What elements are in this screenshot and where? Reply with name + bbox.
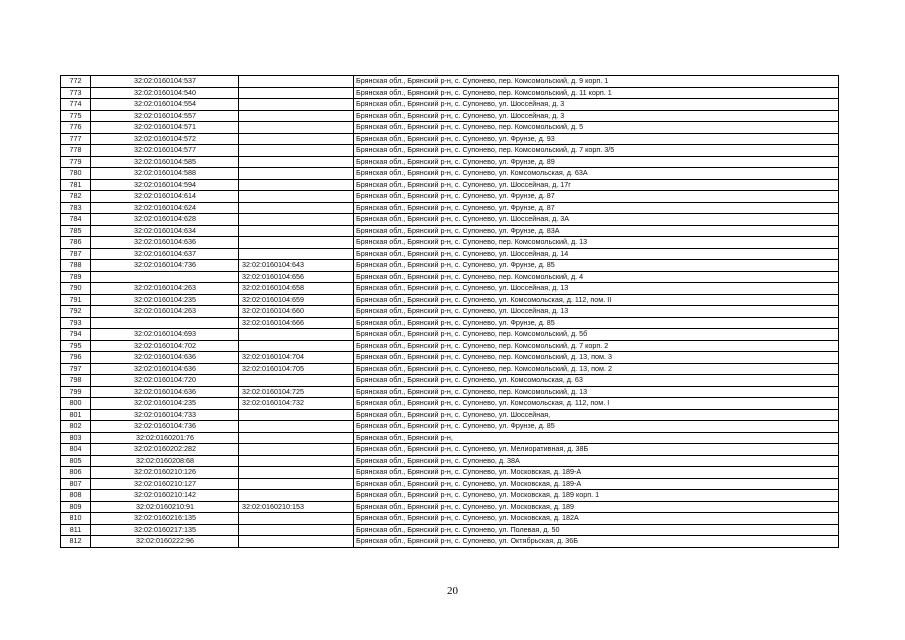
cadastral-number-cell: 32:02:0160104:736 — [91, 260, 239, 272]
related-cadastral-number-cell — [239, 168, 354, 180]
address-cell: Брянская обл., Брянский р-н, с. Супонево, ул. Полевая, д. 50 — [354, 524, 839, 536]
address-cell: Брянская обл., Брянский р-н, с. Супонево, ул. Шоссейная, д. 3 — [354, 110, 839, 122]
address-cell: Брянская обл., Брянский р-н, с. Супонево, ул. Фрунзе, д. 85 — [354, 317, 839, 329]
table-row — [61, 501, 839, 513]
cadastral-number-cell: 32:02:0160104:540 — [91, 87, 239, 99]
cadastral-number-cell: 32:02:0160104:577 — [91, 145, 239, 157]
row-number-cell: 808 — [61, 490, 91, 502]
cadastral-number-cell: 32:02:0160210:91 — [91, 501, 239, 513]
row-number-cell: 781 — [61, 179, 91, 191]
row-number-cell: 791 — [61, 294, 91, 306]
related-cadastral-number-cell: 32:02:0160104:660 — [239, 306, 354, 318]
address-cell: Брянская обл., Брянский р-н, с. Супонево, ул. Фрунзе, д. 85 — [354, 421, 839, 433]
table-row — [61, 202, 839, 214]
address-cell: Брянская обл., Брянский р-н, с. Супонево, ул. Фрунзе, д. 93 — [354, 133, 839, 145]
cadastral-number-cell — [91, 317, 239, 329]
address-cell: Брянская обл., Брянский р-н, с. Супонево, пер. Комсомольский, д. 13, пом. 2 — [354, 363, 839, 375]
cadastral-number-cell: 32:02:0160104:693 — [91, 329, 239, 341]
cadastral-number-cell: 32:02:0160210:142 — [91, 490, 239, 502]
address-cell: Брянская обл., Брянский р-н, с. Супонево, ул. Московская, д. 182А — [354, 513, 839, 525]
cadastral-number-cell: 32:02:0160104:614 — [91, 191, 239, 203]
address-cell: Брянская обл., Брянский р-н, с. Супонево, ул. Шоссейная, — [354, 409, 839, 421]
cadastral-number-cell: 32:02:0160104:637 — [91, 248, 239, 260]
table-row — [61, 455, 839, 467]
cadastral-number-cell: 32:02:0160104:235 — [91, 294, 239, 306]
table-row — [61, 260, 839, 272]
cadastral-number-cell: 32:02:0160104:557 — [91, 110, 239, 122]
cadastral-number-cell: 32:02:0160104:636 — [91, 352, 239, 364]
table-row — [61, 409, 839, 421]
table-row — [61, 432, 839, 444]
row-number-cell: 784 — [61, 214, 91, 226]
row-number-cell: 786 — [61, 237, 91, 249]
address-cell: Брянская обл., Брянский р-н, с. Супонево, ул. Комсомольская, д. 63 — [354, 375, 839, 387]
cadastral-number-cell: 32:02:0160104:720 — [91, 375, 239, 387]
related-cadastral-number-cell: 32:02:0160104:705 — [239, 363, 354, 375]
cadastral-number-cell: 32:02:0160104:636 — [91, 237, 239, 249]
address-cell: Брянская обл., Брянский р-н, с. Супонево, пер. Комсомольский, д. 5б — [354, 329, 839, 341]
cadastral-number-cell: 32:02:0160208:68 — [91, 455, 239, 467]
page-number: 20 — [447, 585, 458, 597]
table-row — [61, 248, 839, 260]
row-number-cell: 801 — [61, 409, 91, 421]
row-number-cell: 772 — [61, 76, 91, 88]
row-number-cell: 782 — [61, 191, 91, 203]
row-number-cell: 807 — [61, 478, 91, 490]
row-number-cell: 794 — [61, 329, 91, 341]
cadastral-number-cell: 32:02:0160104:628 — [91, 214, 239, 226]
address-cell: Брянская обл., Брянский р-н, с. Супонево, ул. Московская, д. 189 — [354, 501, 839, 513]
table-row — [61, 386, 839, 398]
row-number-cell: 798 — [61, 375, 91, 387]
cadastral-number-cell: 32:02:0160202:282 — [91, 444, 239, 456]
table-row — [61, 317, 839, 329]
related-cadastral-number-cell — [239, 110, 354, 122]
table-row — [61, 110, 839, 122]
related-cadastral-number-cell: 32:02:0160104:658 — [239, 283, 354, 295]
table-row — [61, 283, 839, 295]
address-cell: Брянская обл., Брянский р-н, с. Супонево, ул. Фрунзе, д. 85 — [354, 260, 839, 272]
related-cadastral-number-cell — [239, 513, 354, 525]
row-number-cell: 787 — [61, 248, 91, 260]
related-cadastral-number-cell — [239, 524, 354, 536]
address-cell: Брянская обл., Брянский р-н, с. Супонево, ул. Шоссейная, д. 13 — [354, 306, 839, 318]
address-cell: Брянская обл., Брянский р-н, — [354, 432, 839, 444]
address-cell: Брянская обл., Брянский р-н, с. Супонево, пер. Комсомольский, д. 5 — [354, 122, 839, 134]
row-number-cell: 809 — [61, 501, 91, 513]
address-cell: Брянская обл., Брянский р-н, с. Супонево, пер. Комсомольский, д. 13, пом. 3 — [354, 352, 839, 364]
related-cadastral-number-cell: 32:02:0160104:732 — [239, 398, 354, 410]
address-cell: Брянская обл., Брянский р-н, с. Супонево, пер. Комсомольский, д. 13 — [354, 386, 839, 398]
cadastral-number-cell: 32:02:0160222:96 — [91, 536, 239, 548]
row-number-cell: 804 — [61, 444, 91, 456]
table-row — [61, 421, 839, 433]
row-number-cell: 795 — [61, 340, 91, 352]
table-row — [61, 524, 839, 536]
table-row — [61, 99, 839, 111]
row-number-cell: 796 — [61, 352, 91, 364]
row-number-cell: 799 — [61, 386, 91, 398]
related-cadastral-number-cell — [239, 156, 354, 168]
related-cadastral-number-cell — [239, 340, 354, 352]
table-row — [61, 478, 839, 490]
table-row — [61, 225, 839, 237]
address-cell: Брянская обл., Брянский р-н, с. Супонево, ул. Комсомольская, д. 112, пом. I — [354, 398, 839, 410]
row-number-cell: 783 — [61, 202, 91, 214]
related-cadastral-number-cell — [239, 455, 354, 467]
address-cell: Брянская обл., Брянский р-н, с. Супонево, ул. Шоссейная, д. 17г — [354, 179, 839, 191]
related-cadastral-number-cell: 32:02:0160104:704 — [239, 352, 354, 364]
related-cadastral-number-cell — [239, 76, 354, 88]
address-cell: Брянская обл., Брянский р-н, с. Супонево, пер. Комсомольский, д. 4 — [354, 271, 839, 283]
table-row — [61, 375, 839, 387]
address-cell: Брянская обл., Брянский р-н, с. Супонево, ул. Шоссейная, д. 3А — [354, 214, 839, 226]
related-cadastral-number-cell: 32:02:0160104:666 — [239, 317, 354, 329]
related-cadastral-number-cell — [239, 536, 354, 548]
related-cadastral-number-cell — [239, 214, 354, 226]
table-row — [61, 352, 839, 364]
row-number-cell: 811 — [61, 524, 91, 536]
table-row — [61, 237, 839, 249]
row-number-cell: 789 — [61, 271, 91, 283]
address-cell: Брянская обл., Брянский р-н, с. Супонево, пер. Комсомольский, д. 9 корп. 1 — [354, 76, 839, 88]
related-cadastral-number-cell — [239, 432, 354, 444]
table-row — [61, 329, 839, 341]
address-cell: Брянская обл., Брянский р-н, с. Супонево, ул. Мелиоративная, д. 38Б — [354, 444, 839, 456]
related-cadastral-number-cell — [239, 179, 354, 191]
table-row — [61, 271, 839, 283]
cadastral-number-cell: 32:02:0160104:588 — [91, 168, 239, 180]
cadastral-number-cell: 32:02:0160104:572 — [91, 133, 239, 145]
related-cadastral-number-cell: 32:02:0160210:153 — [239, 501, 354, 513]
address-cell: Брянская обл., Брянский р-н, с. Супонево, ул. Комсомольская, д. 112, пом. II — [354, 294, 839, 306]
address-cell: Брянская обл., Брянский р-н, с. Супонево, ул. Московская, д. 189-А — [354, 467, 839, 479]
cadastral-number-cell: 32:02:0160104:702 — [91, 340, 239, 352]
table-row — [61, 467, 839, 479]
row-number-cell: 810 — [61, 513, 91, 525]
cadastral-number-cell: 32:02:0160104:263 — [91, 283, 239, 295]
row-number-cell: 800 — [61, 398, 91, 410]
cadastral-number-cell: 32:02:0160104:624 — [91, 202, 239, 214]
table-body — [61, 76, 839, 548]
row-number-cell: 778 — [61, 145, 91, 157]
row-number-cell: 812 — [61, 536, 91, 548]
cadastral-number-cell: 32:02:0160104:235 — [91, 398, 239, 410]
table-row — [61, 444, 839, 456]
table-row — [61, 191, 839, 203]
row-number-cell: 806 — [61, 467, 91, 479]
row-number-cell: 793 — [61, 317, 91, 329]
table-row — [61, 536, 839, 548]
related-cadastral-number-cell — [239, 467, 354, 479]
related-cadastral-number-cell: 32:02:0160104:725 — [239, 386, 354, 398]
table-row — [61, 87, 839, 99]
table-row — [61, 294, 839, 306]
cadastral-number-cell: 32:02:0160104:733 — [91, 409, 239, 421]
related-cadastral-number-cell — [239, 122, 354, 134]
address-cell: Брянская обл., Брянский р-н, с. Супонево, ул. Московская, д. 189-А — [354, 478, 839, 490]
table-row — [61, 168, 839, 180]
address-cell: Брянская обл., Брянский р-н, с. Супонево, ул. Октябрьская, д. 36Б — [354, 536, 839, 548]
table-row — [61, 76, 839, 88]
table-row — [61, 156, 839, 168]
related-cadastral-number-cell — [239, 490, 354, 502]
related-cadastral-number-cell — [239, 225, 354, 237]
row-number-cell: 785 — [61, 225, 91, 237]
row-number-cell: 775 — [61, 110, 91, 122]
address-cell: Брянская обл., Брянский р-н, с. Супонево, ул. Комсомольская, д. 63А — [354, 168, 839, 180]
cadastral-number-cell: 32:02:0160104:571 — [91, 122, 239, 134]
related-cadastral-number-cell: 32:02:0160104:643 — [239, 260, 354, 272]
row-number-cell: 779 — [61, 156, 91, 168]
cadastral-number-cell: 32:02:0160216:135 — [91, 513, 239, 525]
address-cell: Брянская обл., Брянский р-н, с. Супонево, ул. Шоссейная, д. 13 — [354, 283, 839, 295]
related-cadastral-number-cell: 32:02:0160104:656 — [239, 271, 354, 283]
address-cell: Брянская обл., Брянский р-н, с. Супонево, пер. Комсомольский, д. 13 — [354, 237, 839, 249]
address-cell: Брянская обл., Брянский р-н, с. Супонево, ул. Фрунзе, д. 87 — [354, 202, 839, 214]
related-cadastral-number-cell — [239, 444, 354, 456]
cadastral-number-cell: 32:02:0160104:636 — [91, 386, 239, 398]
cadastral-number-cell: 32:02:0160104:554 — [91, 99, 239, 111]
related-cadastral-number-cell — [239, 202, 354, 214]
related-cadastral-number-cell — [239, 248, 354, 260]
cadastral-number-cell — [91, 271, 239, 283]
related-cadastral-number-cell — [239, 329, 354, 341]
table-row — [61, 145, 839, 157]
row-number-cell: 797 — [61, 363, 91, 375]
table-row — [61, 179, 839, 191]
address-cell: Брянская обл., Брянский р-н, с. Супонево, пер. Комсомольский, д. 7 корп. 2 — [354, 340, 839, 352]
related-cadastral-number-cell — [239, 409, 354, 421]
related-cadastral-number-cell — [239, 237, 354, 249]
address-cell: Брянская обл., Брянский р-н, с. Супонево, ул. Фрунзе, д. 89 — [354, 156, 839, 168]
row-number-cell: 774 — [61, 99, 91, 111]
cadastral-number-cell: 32:02:0160104:634 — [91, 225, 239, 237]
row-number-cell: 780 — [61, 168, 91, 180]
row-number-cell: 805 — [61, 455, 91, 467]
table-row — [61, 340, 839, 352]
data-table — [60, 75, 839, 548]
address-cell: Брянская обл., Брянский р-н, с. Супонево, ул. Фрунзе, д. 87 — [354, 191, 839, 203]
row-number-cell: 790 — [61, 283, 91, 295]
table-row — [61, 133, 839, 145]
row-number-cell: 788 — [61, 260, 91, 272]
table-row — [61, 363, 839, 375]
table-row — [61, 214, 839, 226]
cadastral-number-cell: 32:02:0160104:736 — [91, 421, 239, 433]
cadastral-number-cell: 32:02:0160104:585 — [91, 156, 239, 168]
address-cell: Брянская обл., Брянский р-н, с. Супонево, пер. Комсомольский, д. 7 корп. 3/5 — [354, 145, 839, 157]
cadastral-number-cell: 32:02:0160210:127 — [91, 478, 239, 490]
row-number-cell: 802 — [61, 421, 91, 433]
table-row — [61, 490, 839, 502]
address-cell: Брянская обл., Брянский р-н, с. Супонево, ул. Шоссейная, д. 3 — [354, 99, 839, 111]
cadastral-number-cell: 32:02:0160104:263 — [91, 306, 239, 318]
address-cell: Брянская обл., Брянский р-н, с. Супонево, д. 38А — [354, 455, 839, 467]
table-row — [61, 513, 839, 525]
cadastral-number-cell: 32:02:0160104:594 — [91, 179, 239, 191]
related-cadastral-number-cell — [239, 421, 354, 433]
address-cell: Брянская обл., Брянский р-н, с. Супонево, ул. Фрунзе, д. 83А — [354, 225, 839, 237]
row-number-cell: 803 — [61, 432, 91, 444]
cadastral-number-cell: 32:02:0160210:126 — [91, 467, 239, 479]
related-cadastral-number-cell — [239, 375, 354, 387]
address-cell: Брянская обл., Брянский р-н, с. Супонево, ул. Шоссейная, д. 14 — [354, 248, 839, 260]
table-row — [61, 306, 839, 318]
cadastral-number-cell: 32:02:0160201:76 — [91, 432, 239, 444]
row-number-cell: 792 — [61, 306, 91, 318]
row-number-cell: 777 — [61, 133, 91, 145]
row-number-cell: 773 — [61, 87, 91, 99]
address-cell: Брянская обл., Брянский р-н, с. Супонево, пер. Комсомольский, д. 11 корп. 1 — [354, 87, 839, 99]
related-cadastral-number-cell — [239, 133, 354, 145]
table-row — [61, 398, 839, 410]
row-number-cell: 776 — [61, 122, 91, 134]
related-cadastral-number-cell — [239, 478, 354, 490]
table-row — [61, 122, 839, 134]
related-cadastral-number-cell — [239, 99, 354, 111]
cadastral-number-cell: 32:02:0160217:135 — [91, 524, 239, 536]
related-cadastral-number-cell: 32:02:0160104:659 — [239, 294, 354, 306]
related-cadastral-number-cell — [239, 87, 354, 99]
cadastral-number-cell: 32:02:0160104:537 — [91, 76, 239, 88]
address-cell: Брянская обл., Брянский р-н, с. Супонево, ул. Московская, д. 189 корп. 1 — [354, 490, 839, 502]
related-cadastral-number-cell — [239, 145, 354, 157]
cadastral-number-cell: 32:02:0160104:636 — [91, 363, 239, 375]
related-cadastral-number-cell — [239, 191, 354, 203]
